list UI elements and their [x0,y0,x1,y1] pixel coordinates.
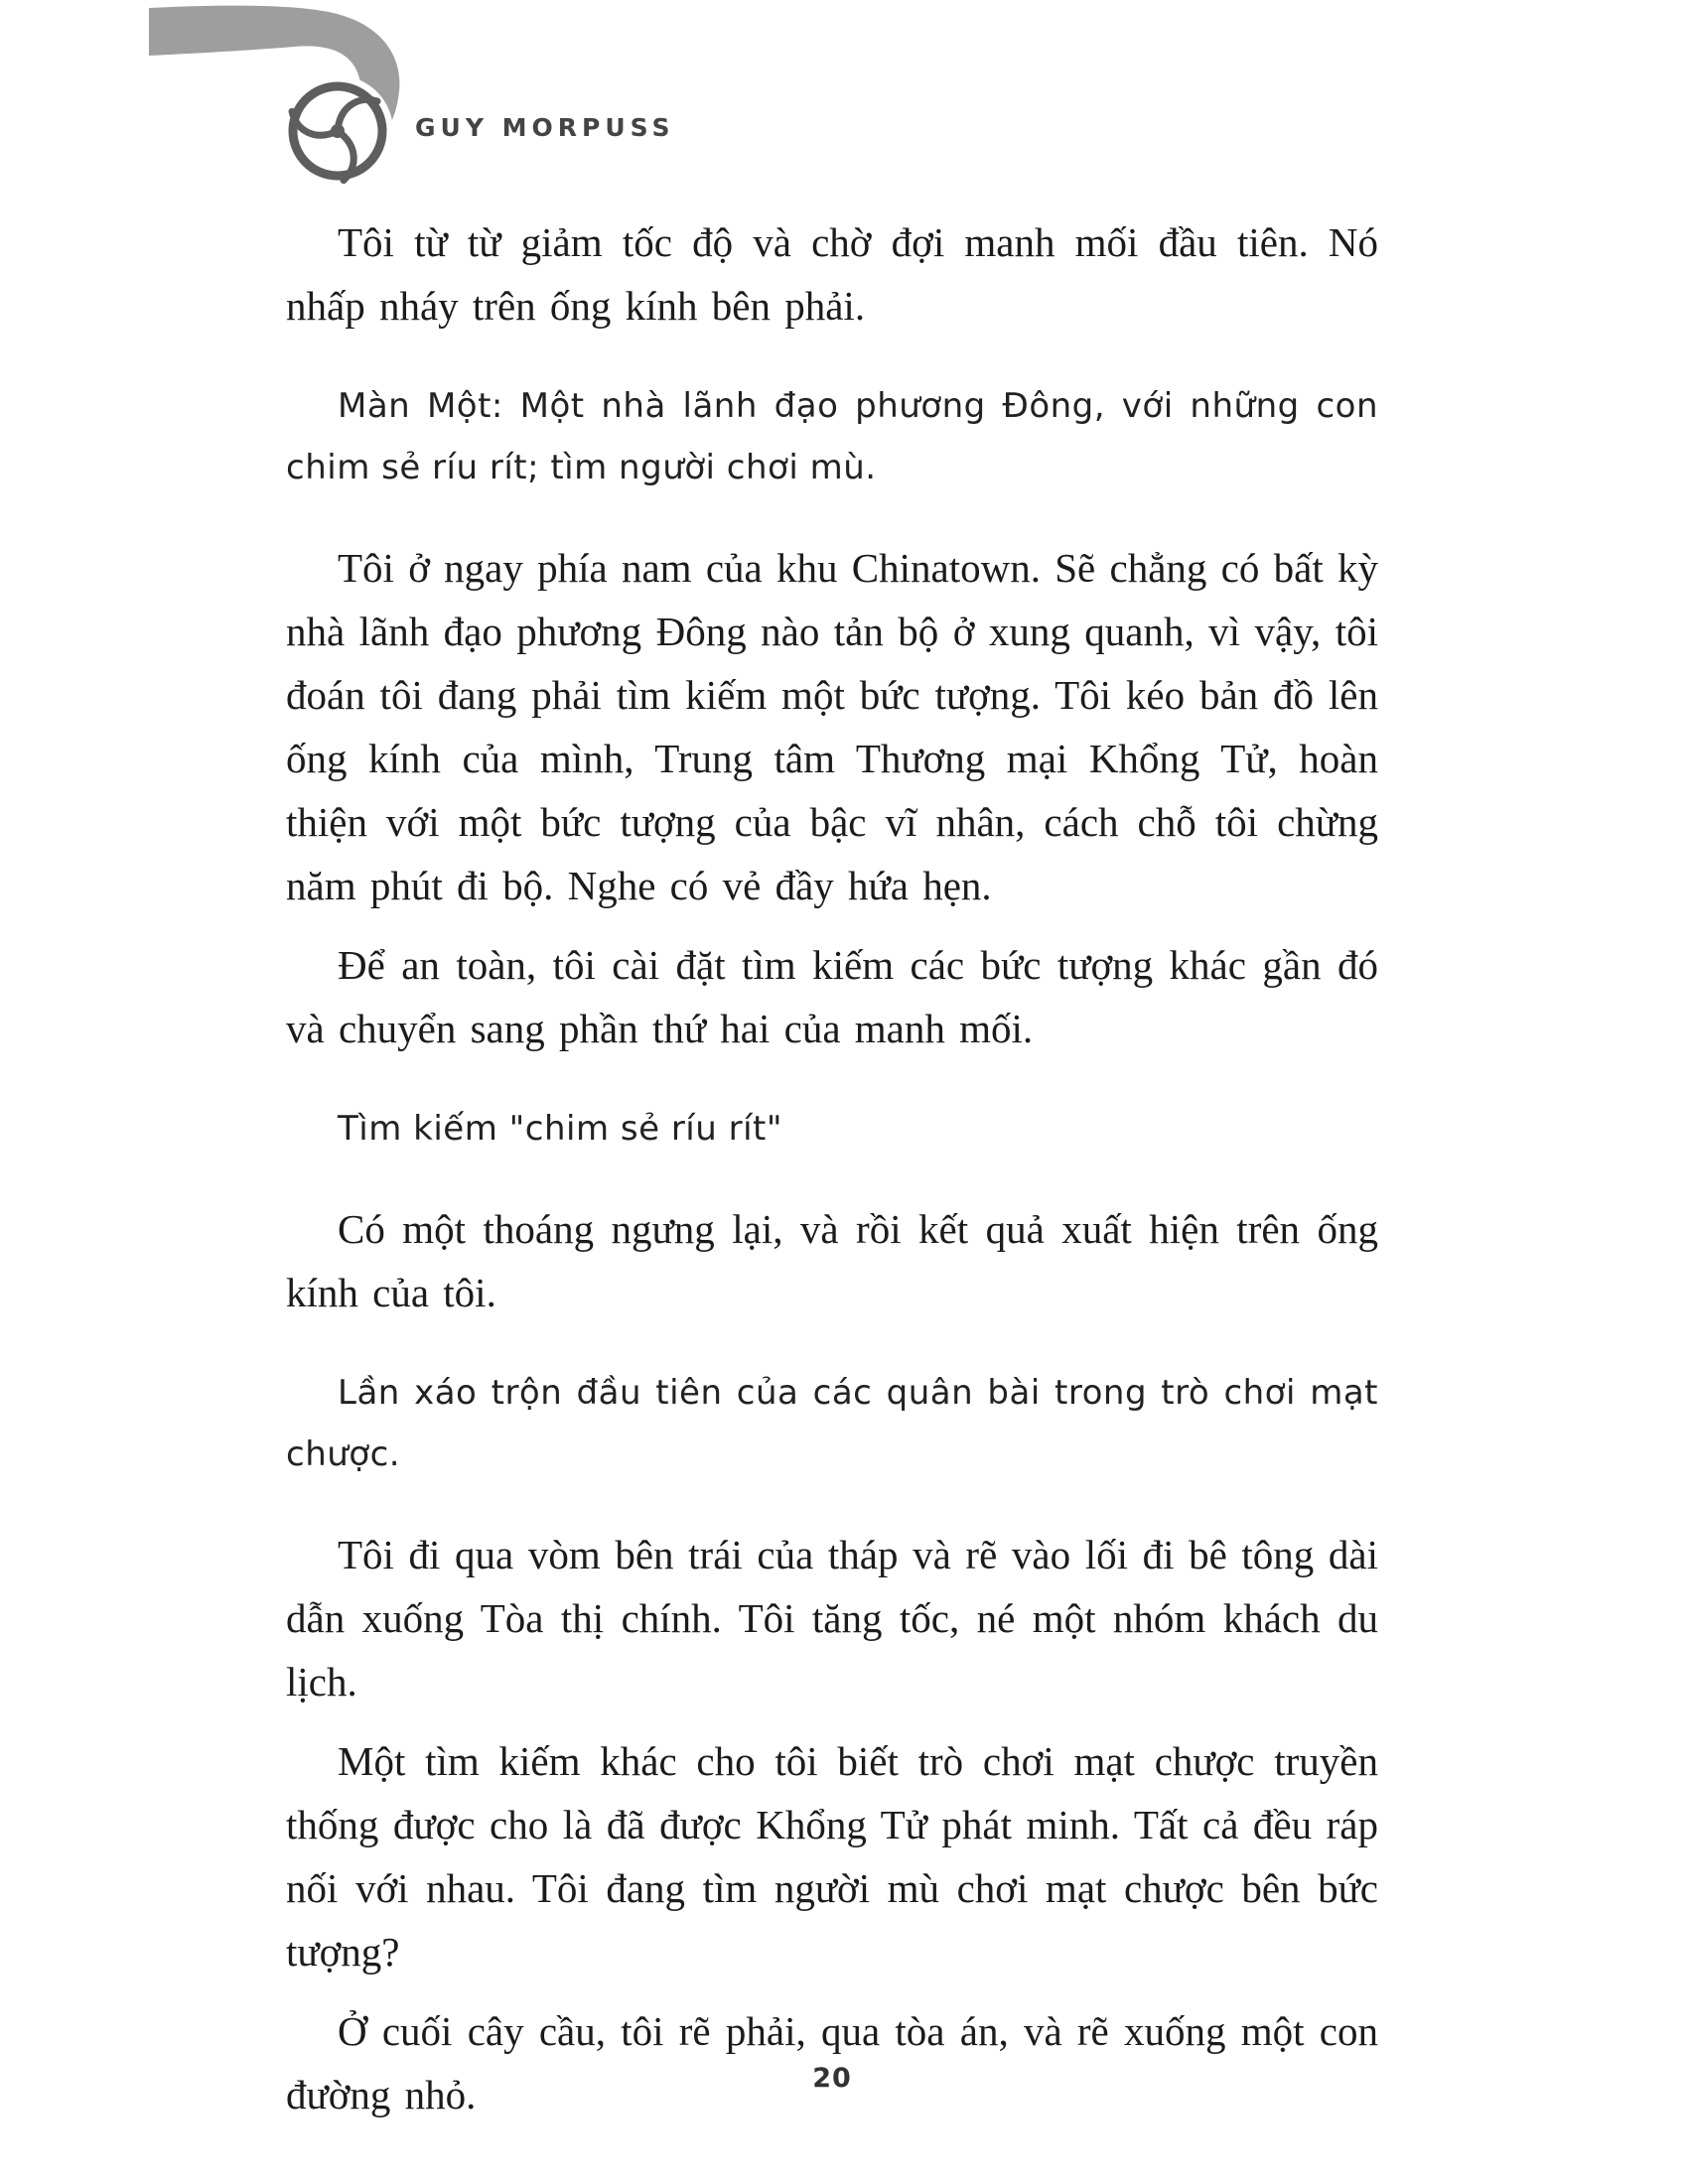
clue-paragraph: Lần xáo trộn đầu tiên của các quân bài trong trò chơi mạt chược. [286,1373,1378,1474]
text-block [286,210,1378,2142]
clue-paragraph: Màn Một: Một nhà lãnh đạo phương Đông, với những con chim sẻ ríu rít; tìm người chơi mù. [286,386,1378,487]
body-paragraph: Ở cuối cây cầu, tôi rẽ phải, qua tòa án, và rẽ xuống một con đường nhỏ. [286,2008,1378,2117]
author-name: GUY MORPUSS [415,113,675,142]
body-paragraph: Tôi từ từ giảm tốc độ và chờ đợi manh mối đầu tiên. Nó nhấp nháy trên ống kính bên phải. [286,219,1378,329]
body-paragraph: Một tìm kiếm khác cho tôi biết trò chơi mạt chược truyền thống được cho là đã được Khổng Tử phát minh. Tất cả đều ráp nối với nhau. Tôi đang tìm người mù chơi mạt chược bên bức tượng? [286,1738,1378,1975]
shutter-logo-icon [282,75,393,187]
body-paragraph: Tôi đi qua vòm bên trái của tháp và rẽ vào lối đi bê tông dài dẫn xuống Tòa thị chính. Tôi tăng tốc, né một nhóm khách du lịch. [286,1532,1378,1705]
body-paragraph: Có một thoáng ngưng lại, và rồi kết quả xuất hiện trên ống kính của tôi. [286,1206,1378,1315]
clue-paragraph: Tìm kiếm "chim sẻ ríu rít" [338,1109,782,1149]
body-paragraph: Tôi ở ngay phía nam của khu Chinatown. Sẽ chẳng có bất kỳ nhà lãnh đạo phương Đông nào tản bộ ở xung quanh, vì vậy, tôi đoán tôi đang phải tìm kiếm một bức tượng. Tôi kéo bản đồ lên ống kính của mình, Trung tâm Thương mại Khổng Tử, hoàn thiện với một bức tượng của bậc vĩ nhân, cách chỗ tôi chừng năm phút đi bộ. Nghe có vẻ đầy hứa hẹn. [286,545,1378,908]
body-paragraph: Để an toàn, tôi cài đặt tìm kiếm các bức tượng khác gần đó và chuyển sang phần thứ hai của manh mối. [286,942,1378,1051]
logo-center-dot [331,124,345,138]
page-number: 20 [812,2063,852,2094]
